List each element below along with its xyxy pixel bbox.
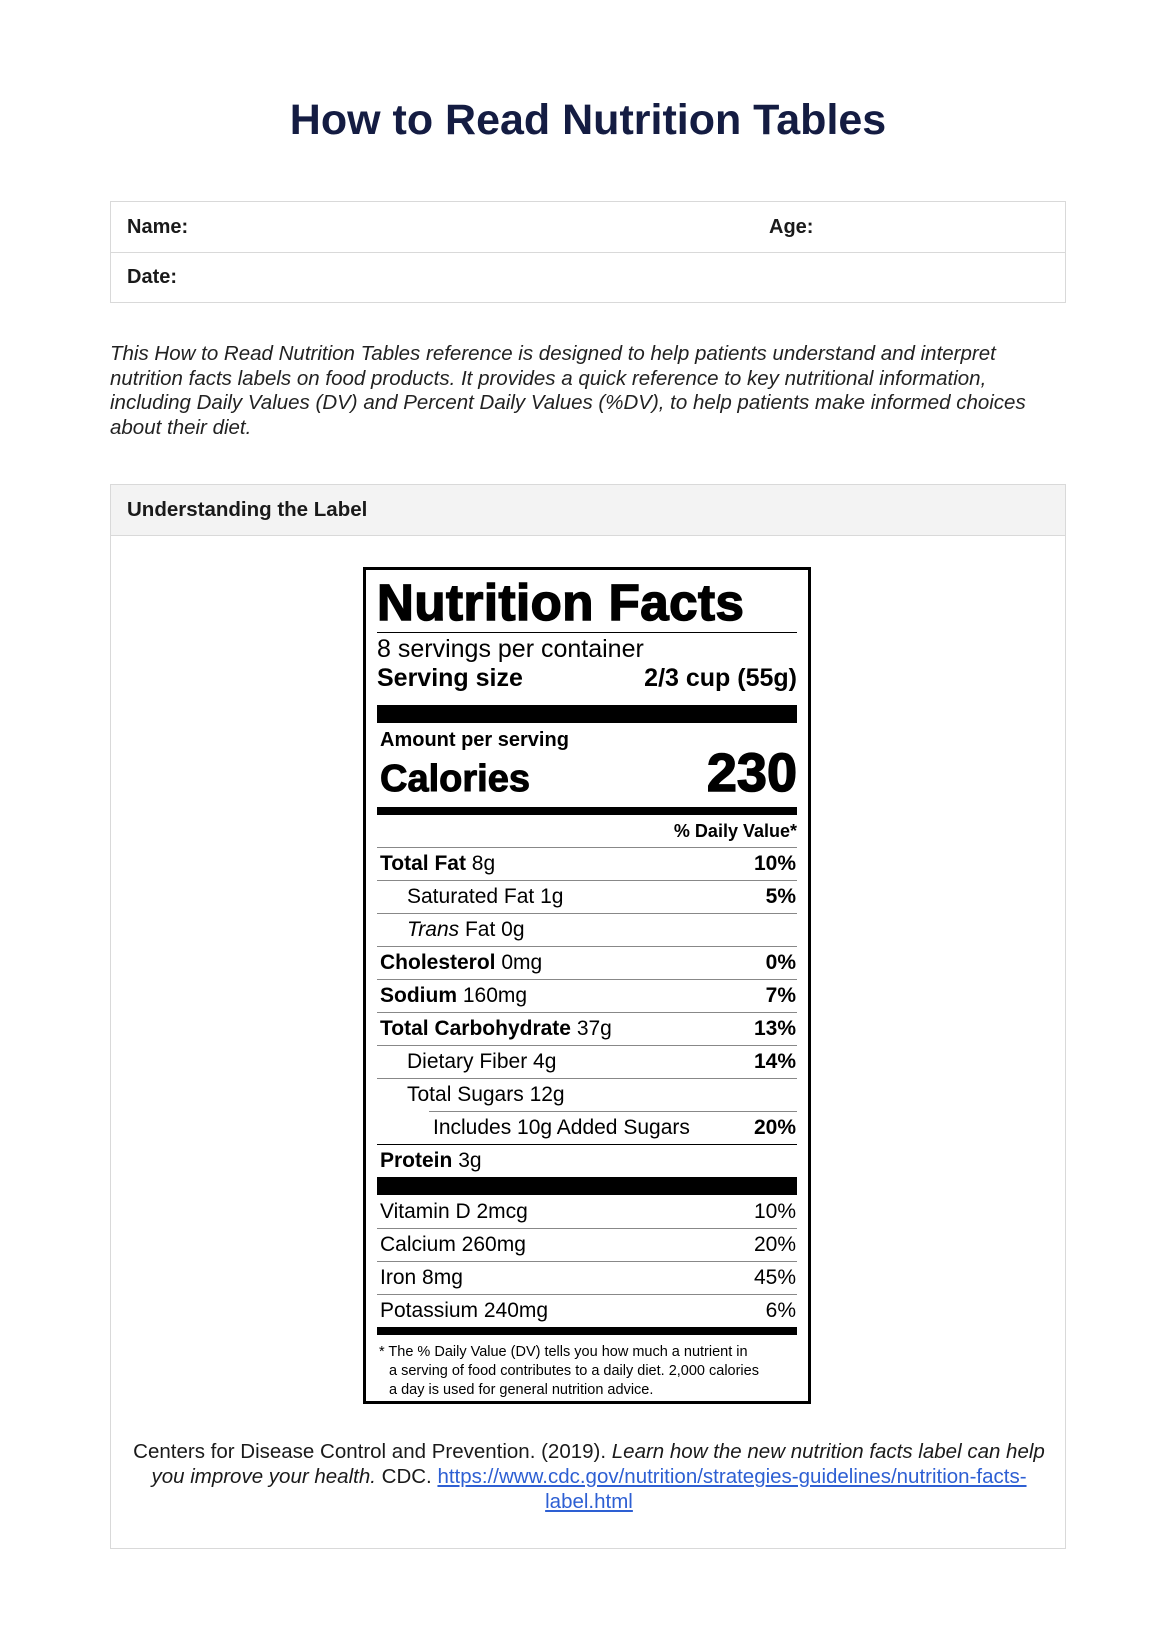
calories-row (377, 745, 797, 801)
vitamin-dv: 45% (753, 1266, 796, 1289)
nutrient-name: Total Carbohydrate (380, 1017, 571, 1040)
date-row (111, 252, 1065, 302)
medium-divider (377, 807, 797, 815)
nutrient-amount: 0mg (501, 951, 543, 974)
patient-info-table (110, 201, 1066, 303)
nutrient-dv: 7% (765, 984, 796, 1007)
name-field[interactable]: Name: (127, 215, 189, 238)
divider (377, 632, 797, 633)
nutrient-amount: 4g (533, 1050, 557, 1073)
section-header: Understanding the Label (111, 485, 1065, 536)
nutrient-amount: 37g (576, 1017, 612, 1040)
nutrient-name: Cholesterol (380, 951, 496, 974)
citation-link[interactable]: https://www.cdc.gov/nutrition/strategies-guidelines/nutrition-facts-label.html (437, 1465, 1027, 1513)
serving-size-label: Serving size (377, 664, 523, 692)
nutrient-name: Total Sugars (407, 1083, 524, 1106)
vitamin-row (377, 1195, 797, 1228)
nutrient-row (377, 1045, 797, 1078)
nutrient-dv: 20% (753, 1116, 796, 1139)
nutrient-dv: 0% (765, 951, 796, 974)
bottom-divider (377, 1327, 797, 1335)
daily-value-header: % Daily Value* (673, 821, 797, 841)
nutrient-dv: 13% (753, 1017, 796, 1040)
footnote-line: a serving of food contributes to a daily diet. 2,000 calories (389, 1363, 759, 1379)
nutrient-name: Dietary Fiber (407, 1050, 528, 1073)
label-footnote (377, 1335, 797, 1400)
age-field[interactable]: Age: (769, 215, 814, 238)
vitamin-name: Calcium 260mg (380, 1233, 526, 1256)
nutrient-dv: 10% (753, 852, 796, 875)
nutrient-amount: 160mg (462, 984, 528, 1007)
nutrient-name: Saturated Fat (407, 885, 535, 908)
vitamin-row (377, 1294, 797, 1327)
nutrient-name: Total Fat (380, 852, 466, 875)
nutrient-name: Trans (407, 918, 460, 941)
nutrient-amount: Fat 0g (464, 918, 525, 941)
calories-value: 230 (706, 743, 797, 803)
vitamin-dv: 20% (753, 1233, 796, 1256)
nutrient-name: Protein (380, 1149, 453, 1172)
servings-per-container: 8 servings per container (377, 635, 644, 663)
nutrient-amount: 3g (458, 1149, 482, 1172)
footnote-line: a day is used for general nutrition advice. (389, 1382, 654, 1398)
vitamin-name: Iron 8mg (380, 1266, 463, 1289)
heavy-divider (377, 705, 797, 723)
vitamin-dv: 10% (753, 1199, 796, 1223)
serving-size-value: 2/3 cup (55g) (644, 664, 797, 692)
date-field[interactable]: Date: (127, 266, 178, 288)
vitamin-row (377, 1261, 797, 1294)
intro-paragraph: This How to Read Nutrition Tables reference is designed to help patients understand and interpret nutrition facts labels on food products. It provides a quick reference to key nutritional information, including Daily Values (DV) and Percent Daily Values (%DV), to help patients make informed choices about their diet. (110, 342, 1026, 439)
nutrition-facts-label (363, 567, 811, 1404)
citation (131, 1439, 1047, 1514)
page-title: How to Read Nutrition Tables (289, 96, 887, 144)
vitamin-name: Potassium 240mg (380, 1299, 549, 1322)
footnote-line: * The % Daily Value (DV) tells you how much a nutrient in (379, 1344, 748, 1360)
name-age-row (111, 202, 1065, 252)
nutrient-row (377, 1078, 797, 1111)
nutrient-row (377, 847, 797, 880)
nutrient-row (377, 1144, 797, 1177)
nutrient-row (377, 1012, 797, 1045)
nutrient-amount: 12g (529, 1083, 565, 1106)
nutrient-row (429, 1111, 797, 1144)
vitamin-name: Vitamin D 2mcg (380, 1199, 528, 1223)
nutrient-amount: 8g (471, 852, 496, 875)
nutrient-row (377, 880, 797, 913)
citation-publisher: CDC. (381, 1465, 432, 1488)
heavy-divider (377, 1177, 797, 1195)
vitamin-dv: 6% (765, 1299, 796, 1322)
nutrient-dv: 5% (765, 885, 796, 908)
nutrient-row (377, 979, 797, 1012)
understanding-label-section (110, 484, 1066, 1549)
serving-size-row (377, 663, 797, 693)
citation-title: Learn how the new nutrition facts label can help you improve your health. (151, 1440, 1045, 1488)
nutrient-name: Includes 10g Added Sugars (433, 1116, 690, 1139)
label-title: Nutrition Facts (377, 574, 745, 631)
nutrient-name: Sodium (380, 984, 457, 1007)
nutrient-dv: 14% (753, 1050, 796, 1073)
nutrient-row (377, 913, 797, 946)
citation-author: Centers for Disease Control and Prevention. (2019). (133, 1440, 607, 1463)
calories-label: Calories (380, 758, 530, 800)
amount-per-serving: Amount per serving (380, 729, 569, 751)
nutrient-row (377, 946, 797, 979)
vitamin-row (377, 1228, 797, 1261)
nutrient-amount: 1g (540, 885, 564, 908)
